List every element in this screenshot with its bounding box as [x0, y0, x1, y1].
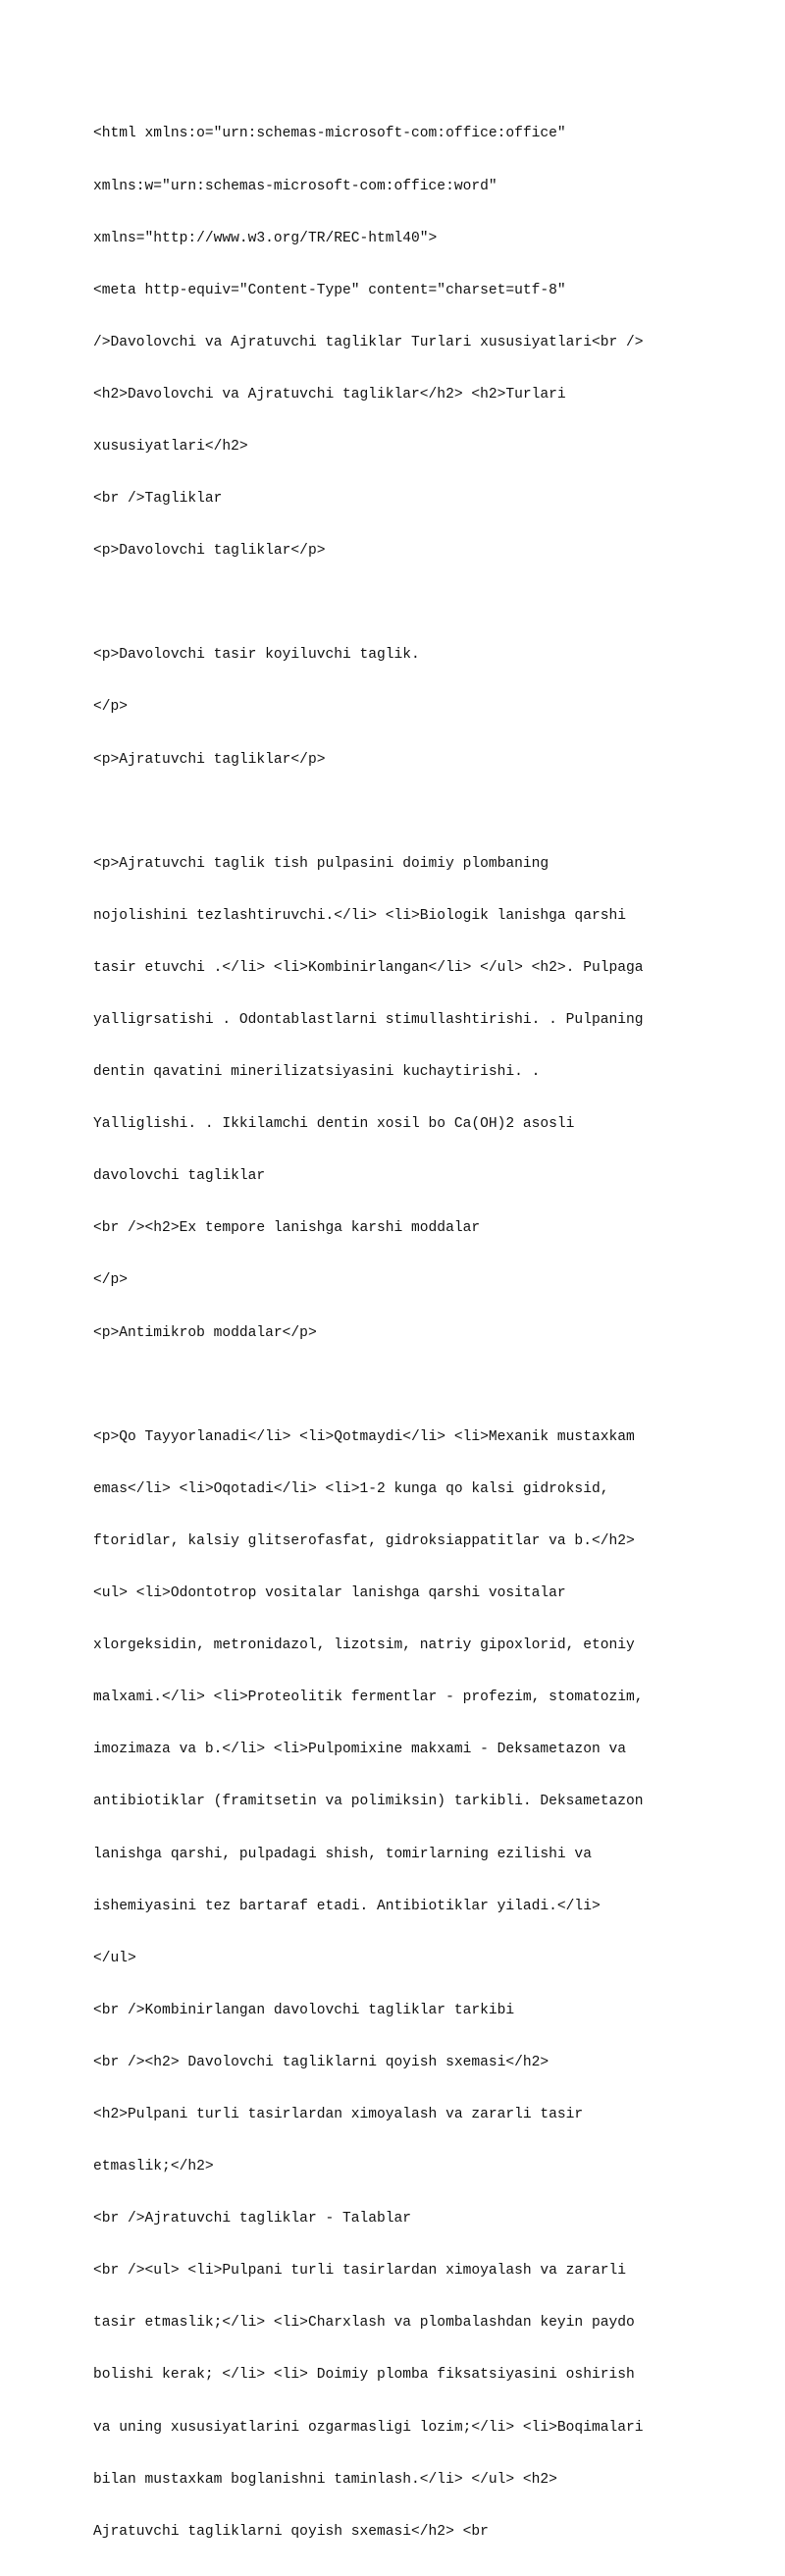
text-line: nojolishini tezlashtiruvchi.</li> <li>Biologik lanishga qarshi	[93, 907, 626, 924]
text-line: dentin qavatini minerilizatsiyasini kuchaytirishi. .	[93, 1064, 541, 1081]
text-line: davolovchi tagliklar	[93, 1168, 266, 1185]
text-line: bolishi kerak; </li> <li> Doimiy plomba fiksatsiyasini oshirish	[93, 2367, 635, 2384]
text-line: <ul> <li>Odontotrop vositalar lanishga qarshi vositalar	[93, 1585, 566, 1602]
text-line: antibiotiklar (framitsetin va polimiksin) tarkibli. Deksametazon	[93, 1794, 644, 1810]
document-text	[93, 91, 741, 2576]
text-line: <meta http-equiv="Content-Type" content="charset=utf-8"	[93, 282, 566, 298]
text-line: </ul>	[93, 1950, 136, 1966]
text-line: etmaslik;</h2>	[93, 2159, 214, 2175]
text-line: va uning xususiyatlarini ozgarmasligi lozim;</li> <li>Boqimalari	[93, 2419, 644, 2436]
text-line: <br />Kombinirlangan davolovchi tagliklar tarkibi	[93, 2002, 515, 2018]
text-line: <br /><ul> <li>Pulpani turli tasirlardan ximoyalash va zararli	[93, 2263, 626, 2280]
text-line: <html xmlns:o="urn:schemas-microsoft-com:office:office"	[93, 126, 566, 142]
text-line: ftoridlar, kalsiy glitserofasfat, gidroksiappatitlar va b.</h2>	[93, 1532, 635, 1549]
text-line: <p>Antimikrob moddalar</p>	[93, 1324, 317, 1341]
text-line: tasir etuvchi .</li> <li>Kombinirlangan</li> </ul> <h2>. Pulpaga	[93, 959, 644, 976]
text-line: xmlns:w="urn:schemas-microsoft-com:office:word"	[93, 178, 497, 194]
text-line: Yalliglishi. . Ikkilamchi dentin xosil bo Ca(OH)2 asosli	[93, 1116, 575, 1133]
text-line: <h2>Pulpani turli tasirlardan ximoyalash va zararli tasir	[93, 2106, 584, 2122]
text-line: xususiyatlari</h2>	[93, 438, 248, 455]
text-line: imozimaza va b.</li> <li>Pulpomixine makxami - Deksametazon va	[93, 1742, 626, 1758]
text-line: <br />Tagliklar	[93, 491, 223, 508]
text-line: xmlns="http://www.w3.org/TR/REC-html40">	[93, 230, 438, 246]
text-line: lanishga qarshi, pulpadagi shish, tomirlarning ezilishi va	[93, 1846, 592, 1862]
text-line: tasir etmaslik;</li> <li>Charxlash va plombalashdan keyin paydo	[93, 2315, 635, 2332]
text-line: </p>	[93, 699, 129, 716]
text-line: xlorgeksidin, metronidazol, lizotsim, natriy gipoxlorid, etoniy	[93, 1637, 635, 1654]
text-line: bilan mustaxkam boglanishni taminlash.</li> </ul> <h2>	[93, 2471, 557, 2488]
text-line: <br />Ajratuvchi tagliklar - Talablar	[93, 2211, 412, 2227]
blank-line	[93, 804, 741, 822]
text-line: <h2>Davolovchi va Ajratuvchi tagliklar</h2> <h2>Turlari	[93, 386, 566, 402]
text-line: ishemiyasini tez bartaraf etadi. Antibiotiklar yiladi.</li>	[93, 1898, 601, 1914]
blank-line	[93, 1377, 741, 1395]
text-line: Ajratuvchi tagliklarni qoyish sxemasi</h2> <br	[93, 2523, 489, 2540]
text-line: <p>Qo Tayyorlanadi</li> <li>Qotmaydi</li> <li>Mexanik mustaxkam	[93, 1428, 635, 1445]
text-line: </p>	[93, 1272, 129, 1289]
text-line: <p>Ajratuvchi taglik tish pulpasini doimiy plombaning	[93, 855, 550, 872]
text-line: emas</li> <li>Oqotadi</li> <li>1-2 kunga qo kalsi gidroksid,	[93, 1480, 609, 1497]
text-line: <br /><h2> Davolovchi tagliklarni qoyish sxemasi</h2>	[93, 2054, 550, 2070]
text-line: <p>Davolovchi tasir koyiluvchi taglik.	[93, 647, 420, 664]
text-line: yalligrsatishi . Odontablastlarni stimullashtirishi. . Pulpaning	[93, 1012, 644, 1028]
blank-line	[93, 595, 741, 613]
text-line: <br /><h2>Ex tempore lanishga karshi moddalar	[93, 1220, 481, 1237]
text-line: />Davolovchi va Ajratuvchi tagliklar Turlari xususiyatlari<br />	[93, 334, 644, 350]
text-line: <p>Ajratuvchi tagliklar</p>	[93, 751, 326, 768]
text-line: malxami.</li> <li>Proteolitik fermentlar - profezim, stomatozim,	[93, 1690, 644, 1706]
text-line: <p>Davolovchi tagliklar</p>	[93, 543, 326, 560]
